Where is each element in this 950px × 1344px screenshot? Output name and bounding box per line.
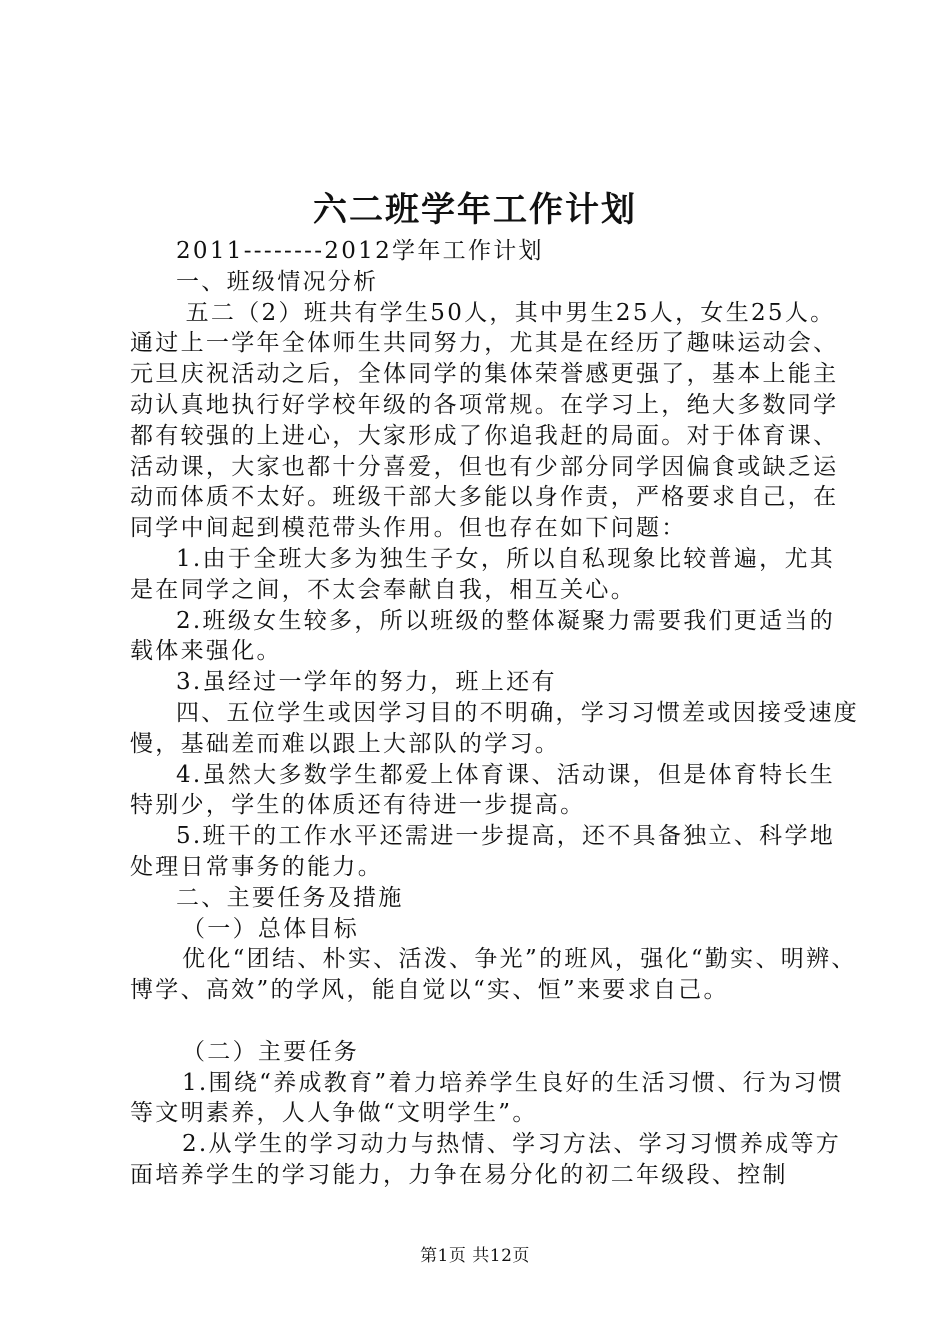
page-footer: 第1页 共12页 (420, 1246, 530, 1266)
section-heading-2: 二、主要任务及措施 (176, 884, 404, 911)
paragraph-issue-4: 4.虽然大多数学生都爱上体育课、活动课，但是体育特长生特别少，学生的体质还有待进一步提高。 (130, 761, 836, 819)
paragraph-issue-1: 1.由于全班大多为独生子女，所以自私现象比较普遍，尤其是在同学之间，不太会奉献自我，相互关心。 (130, 545, 836, 603)
subsection-heading-tasks: （二）主要任务 (182, 1038, 360, 1065)
paragraph-task-2: 2.从学生的学习动力与热情、学习方法、学习习惯养成等方面培养学生的学习能力，力争在易分化的初二年级段、控制 (130, 1131, 842, 1188)
paragraph-task-1: 1.围绕“养成教育”着力培养学生良好的生活习惯、行为习惯等文明素养，人人争做“文明学生”。 (130, 1069, 844, 1127)
blank-line (130, 1006, 860, 1037)
document-body (130, 236, 860, 1191)
section-heading-1: 一、班级情况分析 (176, 268, 379, 295)
paragraph-issue-5: 5.班干的工作水平还需进一步提高，还不具备独立、科学地处理日常事务的能力。 (130, 823, 836, 880)
paragraph-heading-year: 2011--------2012学年工作计划 (176, 238, 544, 264)
paragraph-class-analysis: 五二（2）班共有学生50人，其中男生25人，女生25人。通过上一学年全体师生共同努力，尤其是在经历了趣味运动会、元旦庆祝活动之后，全体同学的集体荣誉感更强了，基本上能主动认真地执行好学校年级的各项常规。在学习上，绝大多数同学都有较强的上进心，大家形成了你追我赶的局面。对于体育课、活动课，大家也都十分喜爱，但也有少部分同学因偏食或缺乏运动而体质不太好。班级干部大多能以身作责，严格要求自己，在同学中间起到模范带头作用。但也存在如下问题： (130, 299, 839, 542)
subsection-heading-goal: （一）总体目标 (182, 915, 360, 942)
paragraph-issue-3-cont: 四、五位学生或因学习目的不明确，学习习惯差或因接受速度慢，基础差而难以跟上大部队的学习。 (130, 699, 860, 757)
paragraph-goal: 优化“团结、朴实、活泼、争光”的班风，强化“勤实、明辨、博学、高效”的学风，能自觉以“实、恒”来要求自己。 (130, 946, 857, 1004)
paragraph-issue-3: 3.虽经过一学年的努力，班上还有 (176, 669, 557, 696)
paragraph-issue-2: 2.班级女生较多，所以班级的整体凝聚力需要我们更适当的载体来强化。 (130, 607, 836, 665)
document-title: 六二班学年工作计划 (313, 190, 637, 230)
